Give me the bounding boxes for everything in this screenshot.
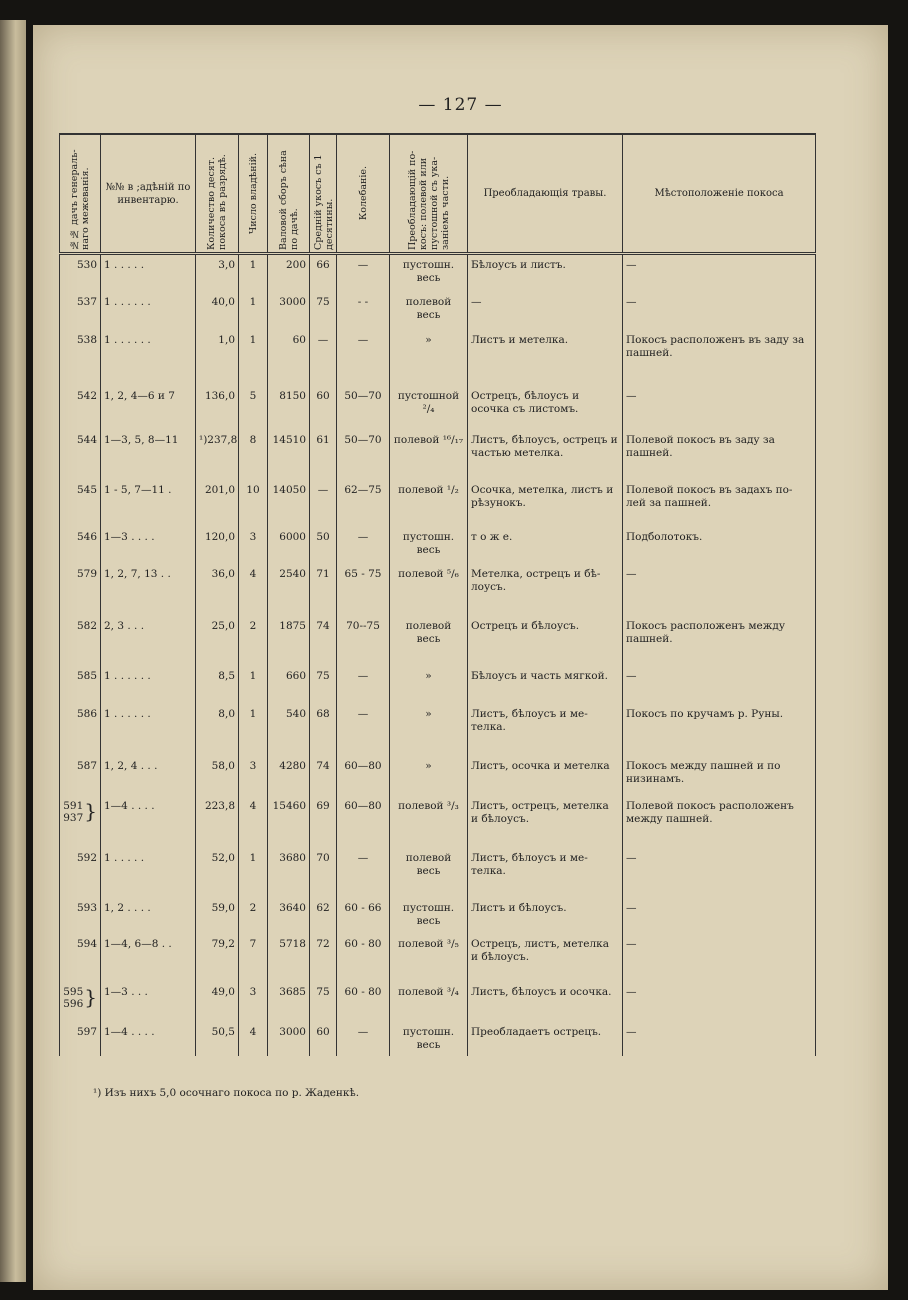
cell-valovoy: 4280 <box>268 756 310 796</box>
cell-valovoy: 14510 <box>268 430 310 480</box>
cell-mesto: Покосъ между пашней и по низинамъ. <box>623 756 816 796</box>
cell-sredniy: 66 <box>310 254 337 292</box>
cell-dacha: 594 <box>60 934 101 982</box>
table-body <box>60 254 816 1056</box>
cell-chislo: 8 <box>239 430 268 480</box>
cell-kolichestvo: 50,5 <box>196 1022 239 1056</box>
cell-kolichestvo: 8,0 <box>196 704 239 756</box>
cell-travy: Листъ, осочка и метелка <box>468 756 623 796</box>
cell-travy: т о ж е. <box>468 527 623 564</box>
cell-sredniy: 70 <box>310 848 337 898</box>
table-row <box>60 480 816 527</box>
cell-chislo: 4 <box>239 796 268 848</box>
document-page <box>33 25 888 1290</box>
cell-travy: Листъ, бѣлоусъ и осочка. <box>468 982 623 1022</box>
cell-dacha: 586 <box>60 704 101 756</box>
cell-mesto: — <box>623 848 816 898</box>
cell-preobl-pokos: полевой ¹/₂ <box>390 480 468 527</box>
header-preobl-pokos: Преобладающій по-косъ: полевой или пустошной съ ука-заніемъ части. <box>390 134 468 254</box>
cell-mesto: — <box>623 564 816 616</box>
table-row <box>60 386 816 430</box>
previous-page-edge <box>0 20 26 1282</box>
brace-glyph: } <box>84 984 97 1009</box>
cell-sredniy: 75 <box>310 292 337 330</box>
cell-preobl-pokos: пустошн. весь <box>390 254 468 292</box>
cell-kolebanie: — <box>337 527 390 564</box>
cell-kolebanie: 50—70 <box>337 386 390 430</box>
cell-kolebanie: — <box>337 1022 390 1056</box>
table-row <box>60 848 816 898</box>
cell-travy: Листъ, бѣлоусъ и ме-телка. <box>468 704 623 756</box>
table-row <box>60 292 816 330</box>
cell-kolebanie: 60 - 80 <box>337 934 390 982</box>
cell-dacha: 545 <box>60 480 101 527</box>
cell-vladenie: 1 - 5, 7—11 . <box>101 480 196 527</box>
cell-preobl-pokos: пустошной ²/₄ <box>390 386 468 430</box>
cell-sredniy: 60 <box>310 386 337 430</box>
cell-preobl-pokos: полевой ¹⁶/₁₇ <box>390 430 468 480</box>
cell-kolebanie: 62—75 <box>337 480 390 527</box>
cell-chislo: 1 <box>239 704 268 756</box>
cell-vladenie: 1—4 . . . . <box>101 1022 196 1056</box>
cell-kolichestvo: 58,0 <box>196 756 239 796</box>
table-row <box>60 254 816 292</box>
cell-kolichestvo: 36,0 <box>196 564 239 616</box>
hay-yield-table <box>59 133 816 1056</box>
cell-preobl-pokos: » <box>390 666 468 704</box>
cell-vladenie: 1 . . . . . . <box>101 666 196 704</box>
cell-chislo: 5 <box>239 386 268 430</box>
cell-mesto: Полевой покосъ въ задахъ по-лей за пашней. <box>623 480 816 527</box>
table-row <box>60 796 816 848</box>
cell-chislo: 3 <box>239 527 268 564</box>
table-row <box>60 982 816 1022</box>
cell-valovoy: 14050 <box>268 480 310 527</box>
cell-vladenie: 1 . . . . . . <box>101 330 196 386</box>
cell-preobl-pokos: » <box>390 704 468 756</box>
cell-vladenie: 1 . . . . . <box>101 848 196 898</box>
cell-dacha: 579 <box>60 564 101 616</box>
cell-travy: Листъ, острецъ, метелка и бѣлоусъ. <box>468 796 623 848</box>
cell-valovoy: 3685 <box>268 982 310 1022</box>
cell-kolichestvo: 52,0 <box>196 848 239 898</box>
cell-valovoy: 200 <box>268 254 310 292</box>
cell-preobl-pokos: полевой ³/₅ <box>390 934 468 982</box>
cell-travy: Листъ, бѣлоусъ, острецъ и частью метелка. <box>468 430 623 480</box>
cell-travy: Осочка, метелка, листъ и рѣзунокъ. <box>468 480 623 527</box>
cell-travy: — <box>468 292 623 330</box>
cell-preobl-pokos: пустошн. весь <box>390 898 468 934</box>
cell-kolebanie: 60 - 80 <box>337 982 390 1022</box>
cell-dacha: 544 <box>60 430 101 480</box>
table-row <box>60 898 816 934</box>
cell-chislo: 1 <box>239 848 268 898</box>
cell-dacha: 585 <box>60 666 101 704</box>
cell-kolebanie: 50—70 <box>337 430 390 480</box>
cell-preobl-pokos: полевой весь <box>390 616 468 666</box>
table-row <box>60 527 816 564</box>
cell-kolichestvo: 49,0 <box>196 982 239 1022</box>
table-row <box>60 616 816 666</box>
cell-mesto: Подболотокъ. <box>623 527 816 564</box>
cell-chislo: 7 <box>239 934 268 982</box>
cell-dacha: 593 <box>60 898 101 934</box>
cell-preobl-pokos: » <box>390 330 468 386</box>
cell-travy: Острецъ, листъ, метелка и бѣлоусъ. <box>468 934 623 982</box>
table-row <box>60 756 816 796</box>
cell-sredniy: 72 <box>310 934 337 982</box>
header-chislo: Число владѣній. <box>239 134 268 254</box>
cell-dacha: 530 <box>60 254 101 292</box>
brace-glyph: } <box>84 798 97 823</box>
cell-preobl-pokos: » <box>390 756 468 796</box>
cell-dacha: 592 <box>60 848 101 898</box>
cell-mesto: Покосъ расположенъ въ заду за пашней. <box>623 330 816 386</box>
cell-travy: Листъ и бѣлоусъ. <box>468 898 623 934</box>
cell-preobl-pokos: полевой весь <box>390 292 468 330</box>
cell-sredniy: 75 <box>310 666 337 704</box>
cell-vladenie: 1 . . . . . . <box>101 704 196 756</box>
cell-valovoy: 2540 <box>268 564 310 616</box>
table-row <box>60 666 816 704</box>
cell-sredniy: 74 <box>310 756 337 796</box>
cell-chislo: 1 <box>239 666 268 704</box>
cell-vladenie: 1, 2, 7, 13 . . <box>101 564 196 616</box>
cell-travy: Острецъ, бѣлоусъ и осочка съ листомъ. <box>468 386 623 430</box>
cell-kolebanie: — <box>337 666 390 704</box>
header-vladenie: №№ в ;адѣній по инвентарю. <box>101 134 196 254</box>
cell-vladenie: 1—4, 6—8 . . <box>101 934 196 982</box>
cell-chislo: 3 <box>239 756 268 796</box>
cell-preobl-pokos: полевой ⁵/₆ <box>390 564 468 616</box>
cell-kolichestvo: 8,5 <box>196 666 239 704</box>
table-row <box>60 934 816 982</box>
cell-valovoy: 5718 <box>268 934 310 982</box>
cell-valovoy: 3640 <box>268 898 310 934</box>
cell-sredniy: 71 <box>310 564 337 616</box>
cell-kolichestvo: 3,0 <box>196 254 239 292</box>
footnote: ¹) Изъ нихъ 5,0 осочнаго покоса по р. Жаденкѣ. <box>93 1087 360 1099</box>
cell-chislo: 1 <box>239 330 268 386</box>
cell-kolichestvo: 136,0 <box>196 386 239 430</box>
cell-vladenie: 2, 3 . . . <box>101 616 196 666</box>
page-number: — 127 — <box>418 95 503 115</box>
header-mesto: Мѣстоположеніе покоса <box>623 134 816 254</box>
cell-valovoy: 3000 <box>268 1022 310 1056</box>
cell-sredniy: 75 <box>310 982 337 1022</box>
cell-valovoy: 15460 <box>268 796 310 848</box>
cell-vladenie: 1—3, 5, 8—11 <box>101 430 196 480</box>
cell-mesto: Покосъ по кручамъ р. Руны. <box>623 704 816 756</box>
cell-vladenie: 1—4 . . . . <box>101 796 196 848</box>
cell-preobl-pokos: полевой ³/₃ <box>390 796 468 848</box>
cell-vladenie: 1—3 . . . . <box>101 527 196 564</box>
header-dacha: №№ дачъ генераль-наго межеванія. <box>60 134 101 254</box>
cell-kolichestvo: 25,0 <box>196 616 239 666</box>
cell-kolebanie: — <box>337 704 390 756</box>
cell-kolichestvo: 223,8 <box>196 796 239 848</box>
cell-mesto: — <box>623 254 816 292</box>
cell-chislo: 1 <box>239 292 268 330</box>
cell-sredniy: 50 <box>310 527 337 564</box>
cell-preobl-pokos: полевой ³/₄ <box>390 982 468 1022</box>
cell-travy: Преобладаетъ острецъ. <box>468 1022 623 1056</box>
cell-kolebanie: - - <box>337 292 390 330</box>
cell-mesto: — <box>623 934 816 982</box>
cell-mesto: — <box>623 982 816 1022</box>
cell-travy: Листъ, бѣлоусъ и ме-телка. <box>468 848 623 898</box>
cell-kolichestvo: 1,0 <box>196 330 239 386</box>
table-row <box>60 704 816 756</box>
cell-dacha: 597 <box>60 1022 101 1056</box>
cell-kolebanie: — <box>337 330 390 386</box>
cell-sredniy: 62 <box>310 898 337 934</box>
cell-travy: Метелка, острецъ и бѣ-лоусъ. <box>468 564 623 616</box>
cell-travy: Острецъ и бѣлоусъ. <box>468 616 623 666</box>
cell-mesto: — <box>623 898 816 934</box>
cell-chislo: 2 <box>239 616 268 666</box>
cell-kolebanie: 65 - 75 <box>337 564 390 616</box>
cell-preobl-pokos: пустошн. весь <box>390 527 468 564</box>
cell-sredniy: — <box>310 480 337 527</box>
table-row <box>60 330 816 386</box>
cell-valovoy: 3000 <box>268 292 310 330</box>
cell-vladenie: 1, 2, 4—6 и 7 <box>101 386 196 430</box>
cell-mesto: Покосъ расположенъ между пашней. <box>623 616 816 666</box>
cell-chislo: 3 <box>239 982 268 1022</box>
cell-vladenie: 1 . . . . . <box>101 254 196 292</box>
cell-kolebanie: 70--75 <box>337 616 390 666</box>
cell-dacha: 546 <box>60 527 101 564</box>
cell-vladenie: 1—3 . . . <box>101 982 196 1022</box>
cell-kolebanie: 60—80 <box>337 756 390 796</box>
cell-kolichestvo: 201,0 <box>196 480 239 527</box>
cell-preobl-pokos: полевой весь <box>390 848 468 898</box>
cell-chislo: 4 <box>239 564 268 616</box>
cell-mesto: — <box>623 292 816 330</box>
cell-chislo: 10 <box>239 480 268 527</box>
header-kolebanie: Колебаніе. <box>337 134 390 254</box>
table-header-row <box>60 134 816 254</box>
cell-travy: Бѣлоусъ и часть мягкой. <box>468 666 623 704</box>
cell-mesto: Полевой покосъ расположенъ между пашней. <box>623 796 816 848</box>
table-row <box>60 564 816 616</box>
cell-chislo: 4 <box>239 1022 268 1056</box>
cell-sredniy: 69 <box>310 796 337 848</box>
cell-vladenie: 1, 2 . . . . <box>101 898 196 934</box>
cell-mesto: — <box>623 386 816 430</box>
cell-kolichestvo: 120,0 <box>196 527 239 564</box>
cell-valovoy: 6000 <box>268 527 310 564</box>
cell-kolichestvo: 40,0 <box>196 292 239 330</box>
cell-sredniy: 74 <box>310 616 337 666</box>
cell-chislo: 1 <box>239 254 268 292</box>
cell-valovoy: 60 <box>268 330 310 386</box>
cell-valovoy: 1875 <box>268 616 310 666</box>
table-row <box>60 1022 816 1056</box>
cell-kolebanie: — <box>337 848 390 898</box>
cell-dacha: 538 <box>60 330 101 386</box>
cell-dacha: 542 <box>60 386 101 430</box>
cell-valovoy: 3680 <box>268 848 310 898</box>
cell-valovoy: 540 <box>268 704 310 756</box>
cell-chislo: 2 <box>239 898 268 934</box>
header-travy: Преобладающія травы. <box>468 134 623 254</box>
cell-valovoy: 8150 <box>268 386 310 430</box>
cell-vladenie: 1, 2, 4 . . . <box>101 756 196 796</box>
cell-dacha: 582 <box>60 616 101 666</box>
cell-preobl-pokos: пустошн. весь <box>390 1022 468 1056</box>
cell-dacha: 591 937} <box>60 796 101 848</box>
cell-travy: Листъ и метелка. <box>468 330 623 386</box>
cell-sredniy: — <box>310 330 337 386</box>
cell-sredniy: 60 <box>310 1022 337 1056</box>
cell-mesto: Полевой покосъ въ заду за пашней. <box>623 430 816 480</box>
cell-sredniy: 61 <box>310 430 337 480</box>
cell-kolichestvo: 79,2 <box>196 934 239 982</box>
cell-dacha: 595 596} <box>60 982 101 1022</box>
cell-kolichestvo: 59,0 <box>196 898 239 934</box>
cell-kolebanie: 60 - 66 <box>337 898 390 934</box>
cell-dacha: 537 <box>60 292 101 330</box>
header-valovoy: Валовой сборъ сѣна по дачѣ. <box>268 134 310 254</box>
header-sredniy: Средній укосъ съ 1 десятины. <box>310 134 337 254</box>
cell-travy: Бѣлоусъ и листъ. <box>468 254 623 292</box>
cell-valovoy: 660 <box>268 666 310 704</box>
cell-vladenie: 1 . . . . . . <box>101 292 196 330</box>
cell-sredniy: 68 <box>310 704 337 756</box>
cell-mesto: — <box>623 666 816 704</box>
cell-dacha: 587 <box>60 756 101 796</box>
header-kolichestvo: Количество десят. покоса въ разрядѣ. <box>196 134 239 254</box>
table-row <box>60 430 816 480</box>
cell-kolebanie: — <box>337 254 390 292</box>
cell-mesto: — <box>623 1022 816 1056</box>
cell-kolichestvo: ¹)237,8 <box>196 430 239 480</box>
cell-kolebanie: 60—80 <box>337 796 390 848</box>
